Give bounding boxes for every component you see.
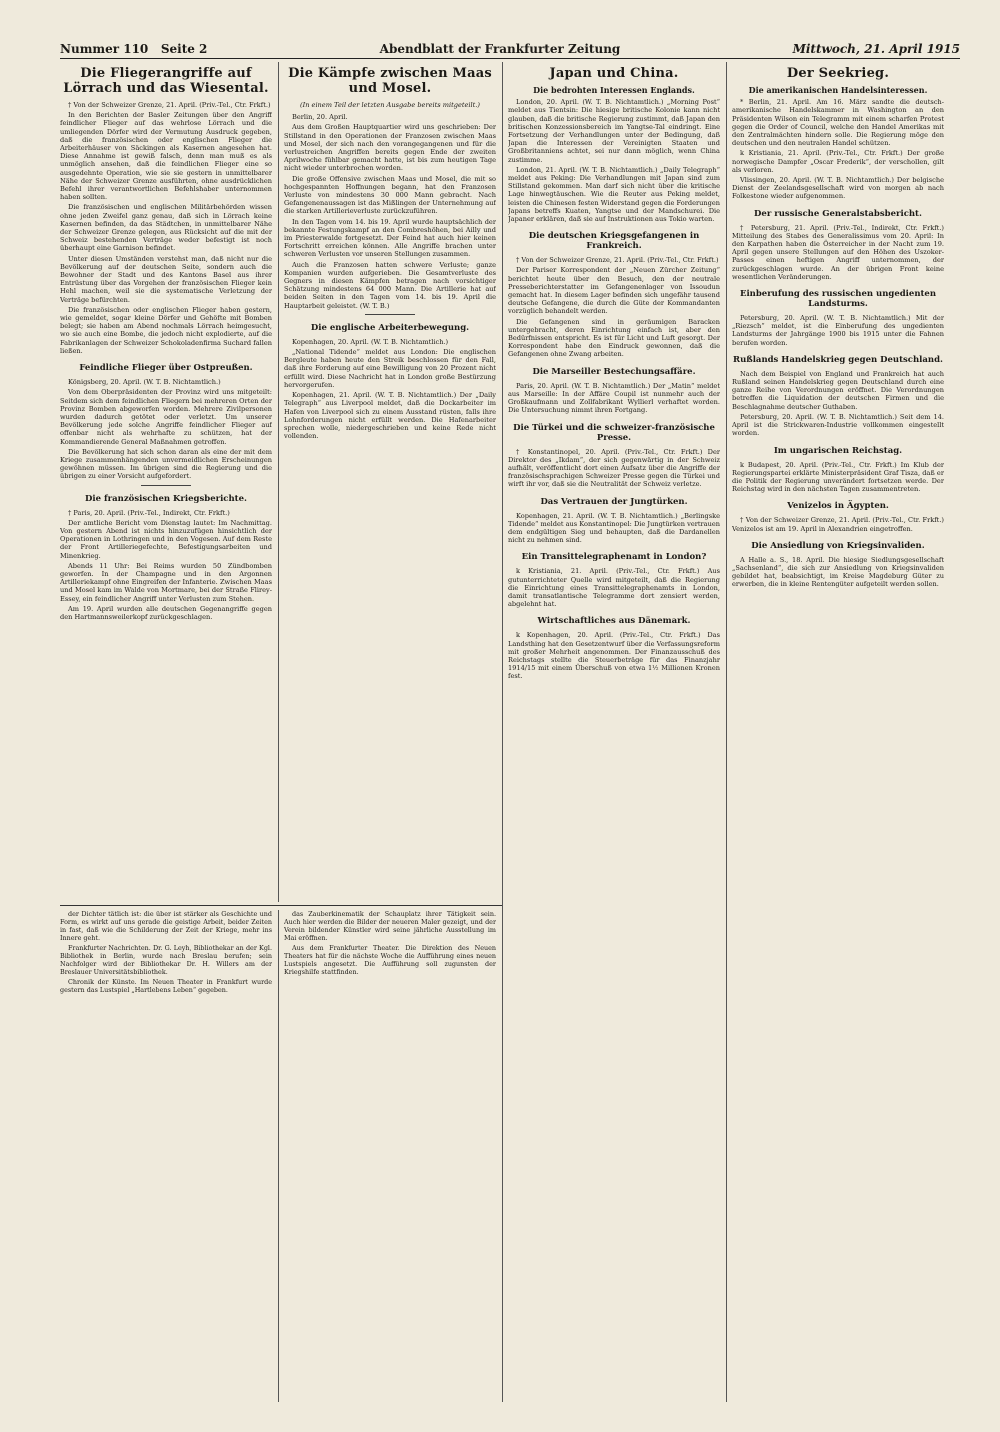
issue-number: Nummer 110 xyxy=(60,42,149,56)
paragraph: „National Tidende“ meldet aus London: Die englischen Bergleute haben heute den Streik beschlossen für den Fall, daß ihre Forderung auf eine Bewilligung von 20 Prozent nicht erfüllt wird. Diese Nachricht hat in London große Bestürzung hervorgerufen. xyxy=(284,348,496,389)
paragraph: Paris, 20. April. (W. T. B. Nichtamtlich.) Der „Matin“ meldet aus Marseille: In der Affäre Coupil ist nunmehr auch der Großkaufmann und Zollfabrikant Wyllierl verhaftet worden. Die Untersuchung nimmt ihren Fortgang. xyxy=(508,381,720,415)
dateline: Berlin, 20. April. xyxy=(292,113,348,122)
column-3 xyxy=(508,62,720,1402)
paragraph: k Kristiania, 21. April. (Priv.-Tel., Ctr. Frkft.) Der große norwegische Dampfer „Oscar Frederik“, der verschollen, gilt als verloren. xyxy=(732,149,944,174)
paragraph: London, 21. April. (W. T. B. Nichtamtlich.) „Daily Telegraph“ meldet aus Peking: Die Verhandlungen mit Japan sind zum Stillstand gekommen. Man darf sich nicht über die kritische Lage hinwegtäuschen. Wie die Reuter aus Peking meldet, leisten die Chinesen festen Widerstand gegen die Forderungen Japans betreffs Kuaten, Yangtse und der Mandschurei. Die Japaner erklären, daß sie auf Instruktionen aus Tokio warten. xyxy=(508,165,720,224)
feuilleton-column-2 xyxy=(284,910,496,1402)
paragraph: In den Tagen vom 14. bis 19. April wurde hauptsächlich der bekannte Festungskampf an den Combreshöhen, bei Ailly und im Priesterwalde fortgesetzt. Der Feind hat auch hier keinen Fortschritt erreichen können. Alle Angriffe brachen unter schweren Verlusten vor unseren Stellungen zusammen. xyxy=(284,217,496,259)
paragraph: das Zauberkinematik der Schauplatz ihrer Tätigkeit sein. Auch hier werden die Bilder der neueren Maler gezeigt, und der Verein bildender Künstler wird seine jährliche Ausstellung im Mai eröffnen. xyxy=(284,910,496,942)
column-divider xyxy=(278,910,279,1402)
column-divider xyxy=(726,62,727,1402)
paragraph: Die Gefangenen sind in geräumigen Baracken untergebracht, deren Einrichtung einfach ist, aber den Bedürfnissen entspricht. Es ist für Licht und Luft gesorgt. Der Korrespondent habe den Eindruck gewonnen, daß die Gefangenen ohne Zwang arbeiten. xyxy=(508,317,720,359)
paragraph: Unter diesen Umständen verstehst man, daß nicht nur die Bevölkerung auf der deutschen Seite, sondern auch die Bewohner der Stadt und des Kantons Basel aus ihrer Entrüstung über das Vorgehen der französischen Flieger kein Hehl machen, weil sie die systematische Verletzung der Verträge befürchten. xyxy=(60,254,272,304)
paragraph: † Petersburg, 21. April. (Priv.-Tel., Indirekt, Ctr. Frkft.) Mitteilung des Stabes des Generalissimus vom 20. April: In den Karpathen haben die Österreicher in der Nacht zum 19. April gegen unsere Stellungen auf den Höhen des Uszoker-Passes einen heftigen Angriff unternommen, der zurückgeschlagen wurde. An der übrigen Front keine wesentlichen Veränderungen. xyxy=(732,223,944,281)
section-heading: Der russische Generalstabsbericht. xyxy=(754,208,922,219)
feuilleton-column-1 xyxy=(60,910,272,1402)
section-heading: Rußlands Handelskrieg gegen Deutschland. xyxy=(733,354,943,365)
paragraph: Die französischen oder englischen Flieger haben gestern, wie gemeldet, sogar kleine Dörfer und Gehöfte mit Bomben belegt; sie haben am Abend nochmals Lörrach heimgesucht, wo sie auch eine Bombe, die jedoch nicht explodierte, auf die Fabrikanlagen der Schweizer Schokoladenfirma Suchard fallen ließen. xyxy=(60,305,272,355)
paragraph: London, 20. April. (W. T. B. Nichtamtlich.) „Morning Post“ meldet aus Tientsin: Die hiesige britische Kolonie kann nicht glauben, daß die britische Regierung zustimmt, daß Japan den britischen Konzessionsbereich im Yangtse-Tal eindringt. Eine Fortsetzung der Verhandlungen unter der Bedingung, daß Japan die Interessen der Vereinigten Staaten und Großbritanniens achtet, sei nur dann möglich, wenn China zustimme. xyxy=(508,98,720,164)
paragraph: Auch die Franzosen hatten schwere Verluste; ganze Kompanien wurden aufgerieben. Die Gesamtverluste des Gegners in diesen Kämpfen betragen nach vorsichtiger Schätzung mindestens 64 000 Mann. Die Artillerie hat auf beiden Seiten in den Tagen vom 14. bis 19. April die Hauptarbeit geleistet. (W. T. B.) xyxy=(284,260,496,310)
issue-number-and-page xyxy=(60,42,207,56)
paper-name: Abendblatt der Frankfurter Zeitung xyxy=(379,42,621,56)
section-heading: Das Vertrauen der Jungtürken. xyxy=(540,496,688,507)
column-4 xyxy=(732,62,944,1402)
paragraph: Petersburg, 20. April. (W. T. B. Nichtamtlich.) Mit der „Riezsch“ meldet, ist die Einberufung des ungedienten Landsturms der Jahrgänge 1900 bis 1915 unter die Fahnen berufen worden. xyxy=(732,314,944,347)
separator xyxy=(141,485,191,486)
paragraph: Chronik der Künste. Im Neuen Theater in Frankfurt wurde gestern das Lustspiel „Hartlebens Leben“ gegeben. xyxy=(60,978,272,994)
article-kicker: Die amerikanischen Handelsinteressen. xyxy=(748,85,928,95)
section-heading: Die deutschen Kriegsgefangenen in Frankreich. xyxy=(528,231,700,252)
paragraph: der Dichter tätlich ist: die über ist stärker als Geschichte und Form, es wirkt auf uns gerade die geistige Arbeit, beider Zeiten in fast, daß wie die Schilderung der Zeit der Kriege, mehr ins Innere geht. xyxy=(60,910,272,942)
column-2 xyxy=(284,62,496,902)
issue-date: Mittwoch, 21. April 1915 xyxy=(792,42,960,56)
paragraph: Aus dem Großen Hauptquartier wird uns geschrieben: Der Stillstand in den Operationen der Franzosen zwischen Maas und Mosel, der sich nach den vorangegangenen und für die verlustreichen Angriffen bereits gegen Ende der zweiten Aprilwoche fühlbar gemacht hatte, ist bis zum heutigen Tage nicht wieder unterbrochen worden. xyxy=(284,123,496,173)
paragraph: * Berlin, 21. April. Am 16. März sandte die deutsch-amerikanische Handelskammer in Washington an den Präsidenten Wilson ein Telegramm mit einem scharfen Protest gegen die Order of Council, welche den Handel Amerikas mit den Zentralmächten hindern solle. Die Regierung möge den deutschen und den neutralen Handel schützen. xyxy=(732,98,944,148)
section-heading: Einberufung des russischen ungedienten Landsturms. xyxy=(739,289,937,310)
paragraph: Die Bevölkerung hat sich schon daran als eine der mit dem Kriege zusammenhängenden unvermeidlichen Erscheinungen gewöhnen müssen. Im übrigen sind die Regierung und die übrigen zu einer Vorsicht aufgefordert. xyxy=(60,447,272,481)
paragraph: Abends 11 Uhr: Bei Reims wurden 50 Zündbomben geworfen. In der Champagne und in den Argonnen Artilleriekampf ohne Eingreifen der Infanterie. Zwischen Maas und Mosel kam im Walde von Mortmare, bei der Straße Flirey-Essey, ein feindlicher Angriff unter Verlusten zum Stehen. xyxy=(60,561,272,603)
paragraph: Der Pariser Korrespondent der „Neuen Zürcher Zeitung“ berichtet heute über den Besuch, den der neutrale Presseberichterstatter im Gefangenenlager von Issoudun gemacht hat. In diesem Lager befinden sich ungefähr tausend deutsche Gefangene, die durch die Güte der Kommandanten vorzüglich behandelt werden. xyxy=(508,266,720,316)
section-heading: Die englische Arbeiterbewegung. xyxy=(310,322,470,333)
paragraph: Nach dem Beispiel von England und Frankreich hat auch Rußland seinen Handelskrieg gegen Deutschland durch eine ganze Reihe von Verordnungen eröffnet. Die Verordnungen betreffen die Liquidation der deutschen Firmen und die Beschlagnahme deutscher Guthaben. xyxy=(732,369,944,411)
column-divider xyxy=(278,62,279,902)
article-title: Die Fliegerangriffe auf Lörrach und das Wiesental. xyxy=(63,66,269,96)
paragraph: Petersburg, 20. April. (W. T. B. Nichtamtlich.) Seit dem 14. April ist die Strickwaren-Industrie vollkommen eingestellt worden. xyxy=(732,412,944,438)
section-heading: Ein Transittelegraphenamt in London? xyxy=(521,552,707,563)
masthead xyxy=(60,40,960,59)
section-heading: Venizelos in Ägypten. xyxy=(787,501,889,512)
dateline: † Von der Schweizer Grenze, 21. April. (Priv.-Tel., Ctr. Frkft.) xyxy=(516,256,719,265)
section-heading: Wirtschaftliches aus Dänemark. xyxy=(537,616,691,627)
paragraph: Von dem Oberpräsidenten der Provinz wird uns mitgeteilt: Seitdem sich dem feindlichen Fliegern bei mehreren Orten der Provinz Bomben abgeworfen worden. Mehrere Zivilpersonen wurden dadurch getötet oder verletzt. Um unserer Bevölkerung jede solche Angriffe feindlicher Flieger auf offenbar nicht als wehrhafte zu schützen, hat der Kommandierende General Maßnahmen getroffen. xyxy=(60,388,272,446)
paragraph: A Halle a. S., 18. April. Die hiesige Siedlungsgesellschaft „Sachsenland“, die sich zur Ansiedlung von Kriegsinvaliden gebildet hat, beabsichtigt, im Kreise Magdeburg Güter zu erwerben, die in kleine Rentengüter aufgeteilt werden sollen. xyxy=(732,555,944,589)
dateline: Königsberg, 20. April. (W. T. B. Nichtamtlich.) xyxy=(68,378,221,387)
dateline: † Paris, 20. April. (Priv.-Tel., Indirekt, Ctr. Frkft.) xyxy=(68,508,230,517)
article-title: Der Seekrieg. xyxy=(786,66,890,81)
paragraph: Kopenhagen, 21. April. (W. T. B. Nichtamtlich.) „Berlingske Tidende“ meldet aus Konstantinopel: Die Jungtürken vertrauen dem endgültigen Sieg und behaupten, daß die Dardanellen nicht zu nehmen sind. xyxy=(508,511,720,545)
section-heading: Die Ansiedlung von Kriegsinvaliden. xyxy=(751,540,925,551)
paragraph: Aus dem Frankfurter Theater. Die Direktion des Neuen Theaters hat für die nächste Woche die Aufführung eines neuen Lustspiels angesetzt. Die Aufführung soll zugunsten der Kriegshilfe stattfinden. xyxy=(284,944,496,976)
paragraph: Frankfurter Nachrichten. Dr. G. Leyh, Bibliothekar an der Kgl. Bibliothek in Berlin, wurde nach Breslau berufen; sein Nachfolger wird der Bibliothekar Dr. H. Willers am der Breslauer Universitätsbibliothek. xyxy=(60,944,272,976)
section-heading: Die französischen Kriegsberichte. xyxy=(85,493,247,504)
subtitle: (In einem Teil der letzten Ausgabe bereits mitgeteilt.) xyxy=(300,101,480,109)
section-heading: Die Türkei und die schweizer-französische Presse. xyxy=(513,422,715,443)
paragraph: † Von der Schweizer Grenze, 21. April. (Priv.-Tel., Ctr. Frkft.) Venizelos ist am 19. April in Alexandrien eingetroffen. xyxy=(732,516,944,533)
section-heading: Die Marseiller Bestechungsaffäre. xyxy=(532,366,696,377)
article-title: Die Kämpfe zwischen Maas und Mosel. xyxy=(288,66,492,96)
paragraph: k Kopenhagen, 20. April. (Priv.-Tel., Ctr. Frkft.) Das Landsthing hat den Gesetzentwurf über die Verfassungsreform mit großer Mehrheit angenommen. Der Finanzausschuß des Reichstags stellte die Steuerbeträge für das Finanzjahr 1914/15 mit einem Überschuß von etwa 1½ Millionen Kronen fest. xyxy=(508,631,720,681)
paragraph: Vlissingen, 20. April. (W. T. B. Nichtamtlich.) Der belgische Dienst der Zeelandsgesellschaft wird von morgen ab nach Folkestone wieder aufgenommen. xyxy=(732,176,944,201)
paragraph: Die große Offensive zwischen Maas und Mosel, die mit so hochgespannten Hoffnungen begann, hat den Franzosen Verluste von mindestens 30 000 Mann gebracht. Nach Gefangenenaussagen ist das Mißlingen der Unternehmung auf die starken Artillerieverluste zurückzuführen. xyxy=(284,174,496,216)
article-kicker: Die bedrohten Interessen Englands. xyxy=(533,85,695,95)
paragraph: Kopenhagen, 21. April. (W. T. B. Nichtamtlich.) Der „Daily Telegraph“ aus Liverpool meldet, daß die Dockarbeiter im Hafen von Liverpool sich zu einem Ausstand rüsten, falls ihre Lohnforderungen nicht erfüllt werden. Die Hafenarbeiter sprechen wolle, niedergeschrieben und keine Rede nicht vollenden. xyxy=(284,391,496,441)
article-title: Japan und China. xyxy=(549,66,679,81)
dateline: Kopenhagen, 20. April. (W. T. B. Nichtamtlich.) xyxy=(292,337,449,346)
paragraph: k Kristiania, 21. April. (Priv.-Tel., Ctr. Frkft.) Aus gutunterrichteter Quelle wird mitgeteilt, daß die Regierung die Einrichtung eines Transittelegraphenamts in London, damit transatlantische Telegramme dort zensiert werden, abgelehnt hat. xyxy=(508,567,720,609)
column-divider xyxy=(502,62,503,1402)
paragraph: In den Berichten der Basler Zeitungen über den Angriff feindlicher Flieger auf das wehrlose Lörrach und die umliegenden Dörfer wird der Vermutung Ausdruck gegeben, daß die französischen oder englischen Flieger die Arbeiterhäuser von Säckingen als Kasernen angesehen hat. Diese Annahme ist gewiß falsch, denn man muß es als unmöglich ansehen, daß die feindlichen Flieger eine so ausgedehnte Operation, wie sie sie gestern in unmittelbarer Nähe der Schweizer Grenze ausführten, ohne ausdrücklichen Befehl ihrer verantwortlichen Befehlshaber unternommen haben sollten. xyxy=(60,111,272,202)
paragraph: Der amtliche Bericht vom Dienstag lautet: Im Nachmittag. Von gestern Abend ist nichts hinzuzufügen hinsichtlich der Operationen in Lothringen und in den Vogesen. Auf dem Reste der Front Artilleriegefechte, Befestigungsarbeiten und Minenkrieg. xyxy=(60,518,272,560)
dateline: † Von der Schweizer Grenze, 21. April. (Priv.-Tel., Ctr. Frkft.) xyxy=(68,101,271,109)
column-1 xyxy=(60,62,272,902)
section-heading: Feindliche Flieger über Ostpreußen. xyxy=(79,363,253,374)
paragraph: Am 19. April wurden alle deutschen Gegenangriffe gegen den Hartmannsweilerkopf zurückgeschlagen. xyxy=(60,604,272,621)
paragraph: Die französischen und englischen Militärbehörden wissen ohne jeden Zweifel ganz genau, daß sich in Lörrach keine Kasernen befinden, da das Städtchen, in unmittelbarer Nähe der Schweizer Grenze gelegen, aus Rücksicht auf die mit der Schweiz bestehenden Verträge weder befestigt ist noch überhaupt eine Garnison befindet. xyxy=(60,203,272,253)
paragraph: k Budapest, 20. April. (Priv.-Tel., Ctr. Frkft.) Im Klub der Regierungspartei erklärte Ministerpräsident Graf Tisza, daß er die Politik der Regierung unverändert fortsetzen werde. Der Reichstag wird in den nächsten Tagen zusammentreten. xyxy=(732,460,944,494)
section-heading: Im ungarischen Reichstag. xyxy=(773,445,903,456)
feuilleton-divider xyxy=(60,905,502,906)
separator xyxy=(365,314,415,315)
paragraph: † Konstantinopel, 20. April. (Priv.-Tel., Ctr. Frkft.) Der Direktor des „Ikdam“, der sich gegenwärtig in der Schweiz aufhält, veröffentlicht dort einen Aufsatz über die Angriffe der französischsprachigen Schweizer Presse gegen die Türkei und wirft ihr vor, daß sie die Neutralität der Schweiz verletze. xyxy=(508,447,720,489)
page-number: Seite 2 xyxy=(160,42,208,56)
